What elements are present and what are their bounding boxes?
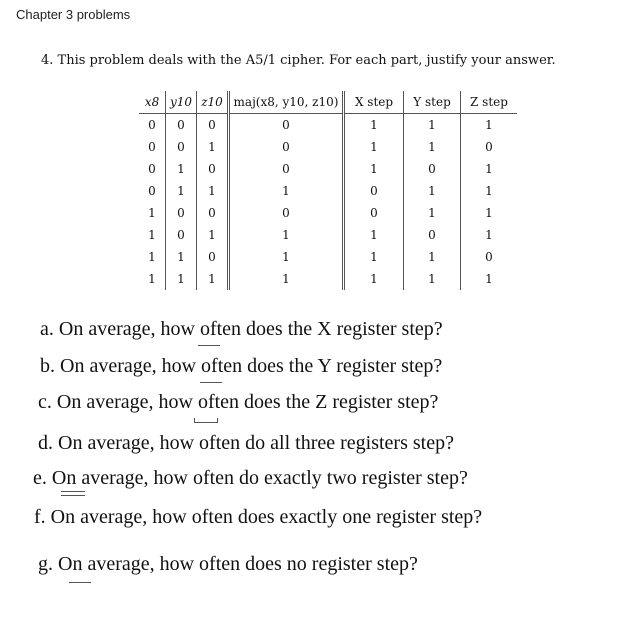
part-g: [38, 553, 418, 576]
table-cell: 1: [404, 114, 461, 137]
table-cell: 0: [148, 140, 156, 154]
table-cell: 1: [166, 246, 197, 268]
col-header-z-step: Z step: [461, 91, 518, 114]
table-row: [139, 158, 517, 180]
table-cell: 1: [404, 136, 461, 158]
part-f: [34, 506, 482, 529]
col-header-y10: y10: [166, 91, 197, 114]
table-row: [139, 136, 517, 158]
col-header-x-step: X step: [344, 91, 404, 114]
table-cell: 1: [404, 202, 461, 224]
table-cell: 1: [166, 158, 197, 180]
part-b: [40, 355, 442, 378]
table-cell: 1: [344, 158, 404, 180]
table-cell: 0: [166, 136, 197, 158]
annotation-mark: [194, 418, 218, 423]
part-f-text: On average, how often does exactly one register step?: [50, 506, 483, 528]
table-cell: 1: [197, 224, 229, 246]
part-c: [38, 391, 438, 414]
table-cell: 0: [229, 158, 344, 180]
table-cell: 1: [461, 158, 518, 180]
table-row: [139, 224, 517, 246]
table-row: [139, 114, 517, 137]
part-d-letter: d.: [38, 432, 53, 454]
table-cell: 0: [404, 158, 461, 180]
table-cell: 1: [404, 268, 461, 290]
table-cell: 0: [148, 184, 156, 198]
table-cell: 1: [404, 180, 461, 202]
table-cell: 0: [197, 158, 229, 180]
table-cell: 0: [229, 202, 344, 224]
table-cell: 1: [344, 224, 404, 246]
table-cell: 1: [197, 136, 229, 158]
part-a-letter: a.: [40, 318, 54, 340]
table-cell: 0: [148, 118, 156, 132]
truth-table: [139, 91, 517, 290]
table-row: [139, 246, 517, 268]
col-header-x8: x8: [139, 91, 166, 114]
part-a: [40, 318, 443, 341]
table-cell: 0: [461, 246, 518, 268]
table-cell: 1: [404, 246, 461, 268]
table-cell: 0: [229, 136, 344, 158]
col-header-y-step: Y step: [404, 91, 461, 114]
part-d-text: On average, how often do all three registers step?: [58, 432, 454, 454]
table-header-row: [139, 91, 517, 114]
annotation-mark: [69, 582, 91, 583]
table-cell: 1: [344, 136, 404, 158]
table-cell: 0: [229, 114, 344, 137]
col-header-z10: z10: [197, 91, 229, 114]
table-cell: 1: [461, 180, 518, 202]
table-cell: 1: [344, 114, 404, 137]
part-d: [38, 432, 454, 455]
annotation-mark: [61, 491, 85, 496]
table-cell: 1: [197, 180, 229, 202]
table-cell: 1: [461, 114, 518, 137]
table-cell: 1: [461, 268, 518, 290]
table-cell: 0: [344, 180, 404, 202]
table-cell: 0: [197, 114, 229, 137]
table-cell: 0: [166, 202, 197, 224]
table-cell: 1: [166, 268, 197, 290]
page-header: Chapter 3 problems: [16, 7, 131, 22]
table-row: [139, 268, 517, 290]
table-cell: 1: [166, 180, 197, 202]
table-row: [139, 180, 517, 202]
table-cell: 0: [166, 114, 197, 137]
table-cell: 1: [461, 224, 518, 246]
part-f-letter: f.: [34, 506, 46, 528]
table-cell: 0: [148, 162, 156, 176]
table-cell: 1: [229, 268, 344, 290]
table-cell: 0: [166, 224, 197, 246]
table-cell: 1: [148, 272, 156, 286]
table-cell: 1: [197, 268, 229, 290]
part-b-text: On average, how often does the Y register step?: [60, 355, 443, 377]
table-cell: 0: [404, 224, 461, 246]
table-cell: 1: [344, 246, 404, 268]
part-g-letter: g.: [38, 553, 53, 575]
table-cell: 0: [197, 202, 229, 224]
table-cell: 1: [344, 268, 404, 290]
table-cell: 0: [461, 136, 518, 158]
part-e-text: On average, how often do exactly two register step?: [51, 467, 468, 489]
part-c-text: On average, how often does the Z register step?: [56, 391, 439, 413]
table-cell: 0: [344, 202, 404, 224]
table-cell: 1: [148, 228, 156, 242]
part-e-letter: e.: [33, 467, 47, 489]
table-cell: 1: [229, 224, 344, 246]
table-row: [139, 202, 517, 224]
part-e: [33, 467, 468, 490]
part-g-text: On average, how often does no register step?: [58, 553, 418, 575]
table-cell: 1: [461, 202, 518, 224]
problem-statement: 4. This problem deals with the A5/1 cipher. For each part, justify your answer.: [41, 53, 556, 68]
col-header-maj: maj(x8, y10, z10): [229, 91, 344, 114]
part-b-letter: b.: [40, 355, 55, 377]
table-cell: 1: [229, 246, 344, 268]
table-cell: 1: [148, 206, 156, 220]
annotation-mark: [200, 382, 222, 383]
part-c-letter: c.: [38, 391, 52, 413]
table-cell: 0: [197, 246, 229, 268]
annotation-mark: [198, 345, 220, 346]
part-a-text: On average, how often does the X register step?: [58, 318, 443, 340]
table-cell: 1: [229, 180, 344, 202]
table-cell: 1: [148, 250, 156, 264]
